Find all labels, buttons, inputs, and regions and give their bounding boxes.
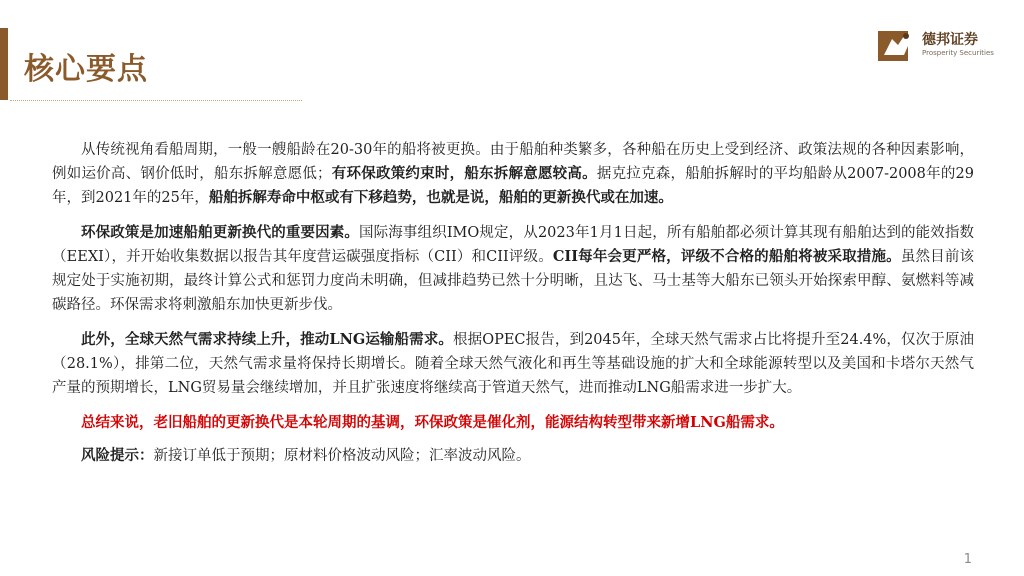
summary-statement: 总结来说，老旧船舶的更新换代是本轮周期的基调，环保政策是催化剂，能源结构转型带来新增LNG船需求。 bbox=[81, 414, 784, 431]
paragraph-3 bbox=[52, 328, 974, 400]
logo-subtitle: Prosperity Securities bbox=[922, 49, 994, 57]
paragraph-emphasis: 此外，全球天然气需求持续上升，推动LNG运输船需求。 bbox=[81, 331, 453, 348]
risk-warning bbox=[52, 444, 974, 468]
main-content bbox=[52, 138, 974, 468]
risk-label: 风险提示： bbox=[81, 447, 154, 464]
paragraph-text: 虽然目前该规定处于实施初期，最终计算公式和惩罚力度尚未明确，但减排趋势已然十分明晰，且达飞、马士基等大船东已领头开始探索甲醇、氨燃料等减碳路径。环保需求将刺激船东加快更新步伐。 bbox=[52, 249, 974, 313]
title-accent-bar bbox=[0, 28, 8, 100]
page-title: 核心要点 bbox=[24, 52, 148, 87]
paragraph-emphasis: 船舶拆解寿命中枢或有下移趋势，也就是说，船舶的更新换代或在加速。 bbox=[208, 189, 673, 206]
paragraph-emphasis: CII每年会更严格，评级不合格的船舶将被采取措施。 bbox=[552, 248, 901, 265]
page-number: 1 bbox=[963, 552, 972, 567]
paragraph-text: 据克拉克森，船舶拆解时的平均船龄从2007-2008年的29年，到2021年的25年， bbox=[52, 166, 975, 206]
logo-name: 德邦证券 bbox=[922, 32, 978, 48]
paragraph-text: 根据OPEC报告，到2045年，全球天然气需求占比将提升至24.4%，仅次于原油（28.1%），排第二位，天然气需求量将保持长期增长。随着全球天然气液化和再生等基础设施的扩大和全球能源转型以及美国和卡塔尔天然气产量的预期增长，LNG贸易量会继续增加，并且扩张速度将继续高于管道天然气，进而推动LNG船需求进一步扩大。 bbox=[52, 332, 974, 396]
paragraph-emphasis: 有环保政策约束时，船东拆解意愿较高。 bbox=[331, 165, 597, 182]
company-logo bbox=[876, 20, 1016, 70]
risk-text: 新接订单低于预期；原材料价格波动风险；汇率波动风险。 bbox=[153, 448, 531, 464]
paragraph-text: 从传统视角看船周期，一般一艘船龄在20-30年的船将被更换。由于船舶种类繁多，各种船在历史上受到经济、政策法规的各种因素影响，例如运价高、钢价低时，船东拆解意愿低； bbox=[52, 142, 974, 182]
logo-text-block bbox=[922, 32, 994, 58]
paragraph-2 bbox=[52, 221, 974, 317]
paragraph-1 bbox=[52, 138, 974, 210]
paragraph-text: 国际海事组织IMO规定，从2023年1月1日起，所有船舶都必须计算其现有船舶达到的能效指数（EEXI），并开始收集数据以报告其年度营运碳强度指标（CII）和CII评级。 bbox=[52, 225, 975, 265]
title-divider bbox=[10, 100, 302, 101]
paragraph-emphasis: 环保政策是加速船舶更新换代的重要因素。 bbox=[81, 224, 360, 241]
logo-emblem-icon bbox=[876, 25, 916, 65]
